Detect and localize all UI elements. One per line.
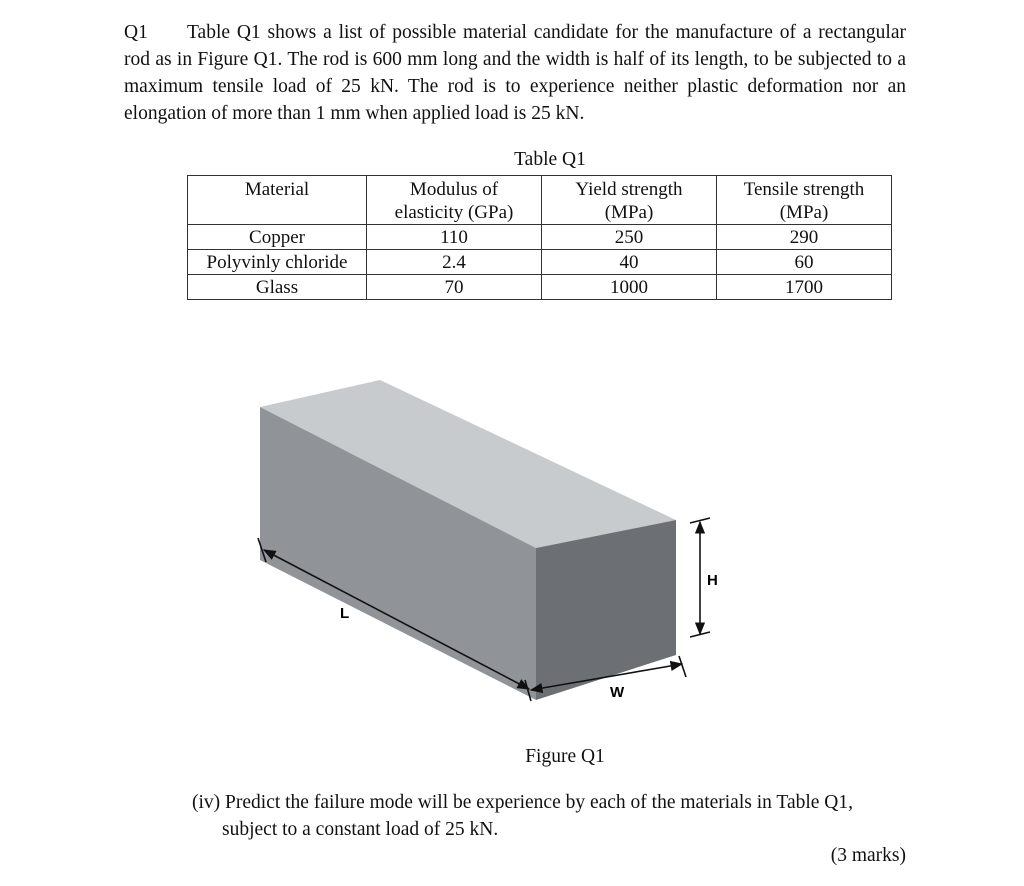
sub-question [192,789,922,843]
cell-yield: 40 [542,250,717,275]
cell-modulus: 70 [367,275,542,300]
cell-modulus: 110 [367,225,542,250]
length-label: L [340,605,350,622]
header-tensile-line1: Tensile strength [743,179,865,200]
header-modulus [367,176,542,225]
rectangular-rod-figure [240,380,760,710]
cell-yield: 1000 [542,275,717,300]
header-modulus-line2: elasticity (GPa) [394,202,514,223]
header-yield-line1: Yield strength [575,179,683,200]
cell-tensile: 1700 [717,275,892,300]
table-row [188,250,892,275]
table-caption: Table Q1 [514,149,586,170]
height-label: H [707,572,718,589]
header-material-label: Material [244,179,310,200]
header-yield [542,176,717,225]
width-tick-right [679,656,686,677]
rod-front-face [536,520,676,700]
question-body: Table Q1 shows a list of possible material candidate for the manufacture of a rectangular rod as in Figure Q1. The rod is 600 mm long and the width is half of its length, to be subjected to a maximum tensile load of 25 kN. The rod is to experience neither plastic deformation nor an elongation of more than 1 mm when applied load is 25 kN. [124,22,906,124]
cell-yield: 250 [542,225,717,250]
marks-label: (3 marks) [830,845,906,866]
sub-question-line2: subject to a constant load of 25 kN. [222,819,499,840]
materials-table [187,175,892,300]
header-modulus-line1: Modulus of [409,179,499,200]
table-header-row [188,176,892,225]
table-row [188,225,892,250]
sub-question-line1: (iv) Predict the failure mode will be experience by each of the materials in Table Q1, [192,792,854,813]
question-text [124,19,906,127]
header-tensile [717,176,892,225]
header-yield-line2: (MPa) [604,202,654,223]
header-tensile-line2: (MPa) [779,202,829,223]
cell-tensile: 290 [717,225,892,250]
cell-tensile: 60 [717,250,892,275]
header-material [188,176,367,225]
cell-material: Copper [188,225,367,250]
table-row [188,275,892,300]
question-number: Q1 [124,22,148,43]
cell-material: Glass [188,275,367,300]
width-label: W [610,684,625,701]
cell-modulus: 2.4 [367,250,542,275]
figure-caption: Figure Q1 [525,746,605,767]
cell-material: Polyvinly chloride [188,250,367,275]
